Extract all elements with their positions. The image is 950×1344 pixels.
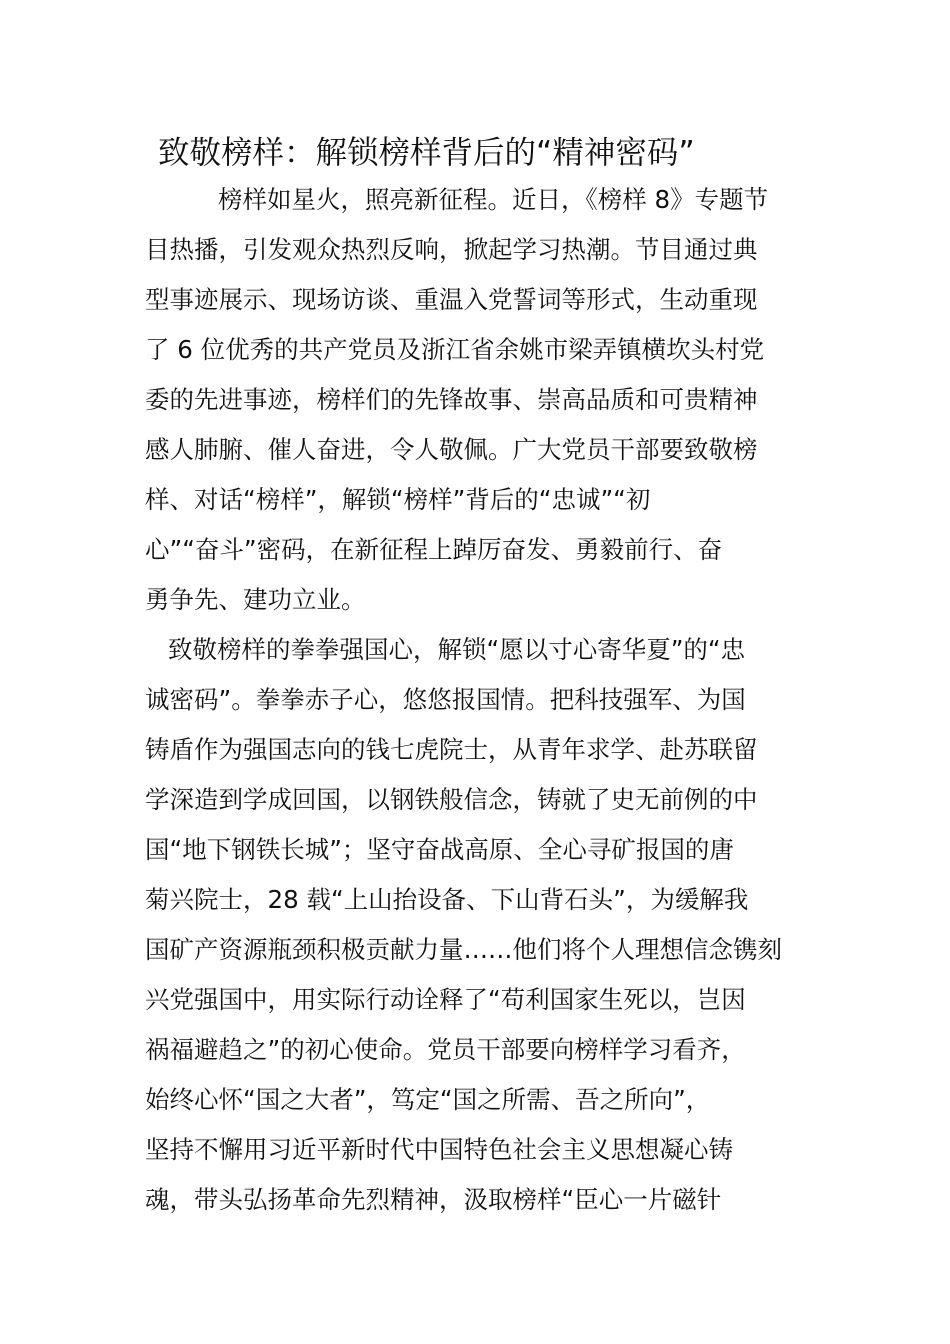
paragraph-2-line-12: 魂，带头弘扬革命先烈精神，汲取榜样“臣心一片磁针 xyxy=(145,1185,722,1214)
paragraph-1-line-5: 委的先进事迹，榜样们的先锋故事、崇高品质和可贵精神 xyxy=(145,385,758,414)
paragraph-2-line-9: 祸福避趋之”的初心使命。党员干部要向榜样学习看齐， xyxy=(145,1035,746,1064)
paragraph-2-line-6: 菊兴院士，28 载“上山抬设备、下山背石头”，为缓解我 xyxy=(145,885,749,914)
paragraph-1-line-8: 心”“奋斗”密码，在新征程上踔厉奋发、勇毅前行、奋 xyxy=(145,535,723,564)
paragraph-1-line-3: 型事迹展示、现场访谈、重温入党誓词等形式，生动重现 xyxy=(145,285,758,314)
paragraph-2-line-2: 诚密码”。拳拳赤子心，悠悠报国情。把科技强军、为国 xyxy=(145,685,746,714)
document-title: 致敬榜样：解锁榜样背后的“精神密码” xyxy=(158,135,695,171)
paragraph-2-line-4: 学深造到学成回国，以钢铁般信念，铸就了史无前例的中 xyxy=(145,785,758,814)
paragraph-1-line-7: 样、对话“榜样”，解锁“榜样”背后的“忠诚”“初 xyxy=(145,485,651,514)
paragraph-2-line-8: 兴党强国中，用实际行动诠释了“苟利国家生死以，岂因 xyxy=(145,985,746,1014)
paragraph-1-line-6: 感人肺腑、催人奋进，令人敬佩。广大党员干部要致敬榜 xyxy=(145,435,758,464)
paragraph-1-line-2: 目热播，引发观众热烈反响，掀起学习热潮。节目通过典 xyxy=(145,235,758,264)
paragraph-2-line-5: 国“地下钢铁长城”；坚守奋战高原、全心寻矿报国的唐 xyxy=(145,835,734,864)
paragraph-2-line-7: 国矿产资源瓶颈积极贡献力量……他们将个人理想信念镌刻 xyxy=(145,935,782,964)
paragraph-1-line-1: 榜样如星火，照亮新征程。近日，《榜样 8》专题节 xyxy=(218,185,769,214)
paragraph-2-line-11: 坚持不懈用习近平新时代中国特色社会主义思想凝心铸 xyxy=(145,1135,733,1164)
paragraph-2-line-10: 始终心怀“国之大者”，笃定“国之所需、吾之所向”， xyxy=(145,1085,711,1114)
paragraph-1-line-9: 勇争先、建功立业。 xyxy=(145,585,366,614)
paragraph-2-line-1: 致敬榜样的拳拳强国心，解锁“愿以寸心寄华夏”的“忠 xyxy=(168,635,746,664)
paragraph-2-line-3: 铸盾作为强国志向的钱七虎院士，从青年求学、赴苏联留 xyxy=(145,735,758,764)
paragraph-1-line-4: 了 6 位优秀的共产党员及浙江省余姚市梁弄镇横坎头村党 xyxy=(145,335,765,364)
